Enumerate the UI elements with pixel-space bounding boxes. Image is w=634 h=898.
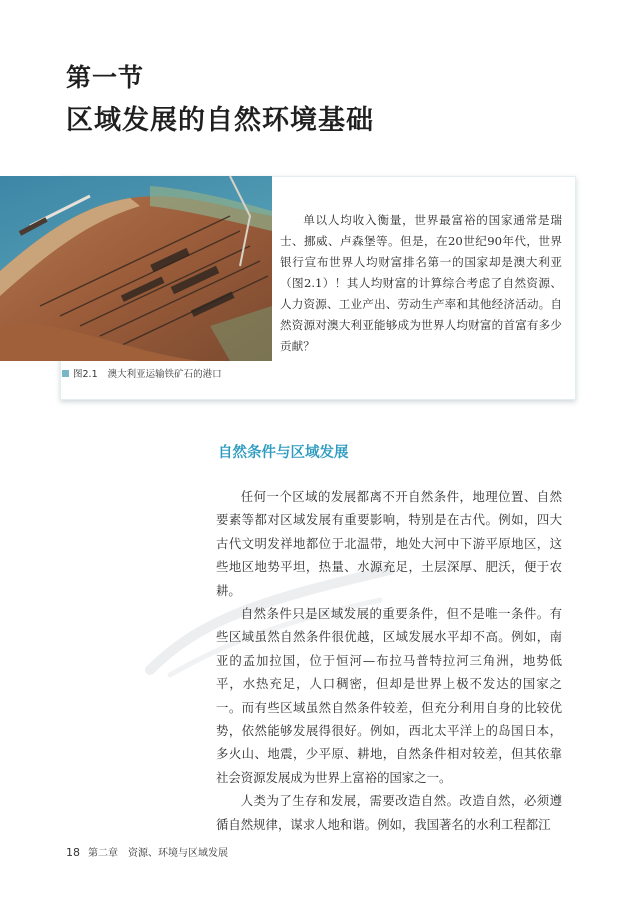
figure-caption	[62, 366, 222, 380]
body-paragraph: 人类为了生存和发展，需要改造自然。改造自然，必须遵循自然规律，谋求人地和谐。例如，我国著名的水利工程都江	[216, 793, 562, 832]
figure-caption-text: 澳大利亚运输铁矿石的港口	[107, 369, 222, 380]
body-paragraph: 自然条件只是区域发展的重要条件，但不是唯一条件。有些区域虽然自然条件很优越，区域发展水平却不高。例如，南亚的孟加拉国，位于恒河—布拉马普特拉河三角洲，地势低平，水热充足，人口稠密，但却是世界上极不发达的国家之一。而有些区域虽然自然条件较差，但充分利用自身的比较优势，依然能够发展得很好。例如，西北太平洋上的岛国日本，多火山、地震，少平原、耕地，自然条件相对较差，但其依靠社会资源发展成为世界上富裕的国家之一。	[216, 606, 562, 785]
section-label: 第一节	[66, 63, 145, 92]
body-text	[216, 485, 562, 836]
subsection-title: 自然条件与区域发展	[218, 445, 349, 461]
section-title: 区域发展的自然环境基础	[66, 105, 374, 136]
page-number: 18	[66, 846, 80, 859]
caption-marker	[62, 370, 69, 377]
port-photo	[0, 176, 272, 361]
intro-paragraph: 单以人均收入衡量，世界最富裕的国家通常是瑞士、挪威、卢森堡等。但是，在20世纪90年代，世界银行宣布世界人均财富排名第一的国家却是澳大利亚（图2.1）！其人均财富的计算综合考虑了自然资源、人力资源、工业产出、劳动生产率和其他经济活动。自然资源对澳大利亚能够成为世界人均财富的首富有多少贡献？	[280, 213, 562, 353]
body-paragraph: 任何一个区域的发展都离不开自然条件，地理位置、自然要素等都对区域发展有重要影响，特别是在古代。例如，四大古代文明发祥地都位于北温带，地处大河中下游平原地区，这些地区地势平坦，热量、水源充足，土层深厚、肥沃，便于农耕。	[216, 489, 562, 598]
page-footer	[66, 844, 228, 859]
figure-number: 图2.1	[73, 369, 98, 380]
chapter-title: 第二章 资源、环境与区域发展	[88, 848, 228, 859]
